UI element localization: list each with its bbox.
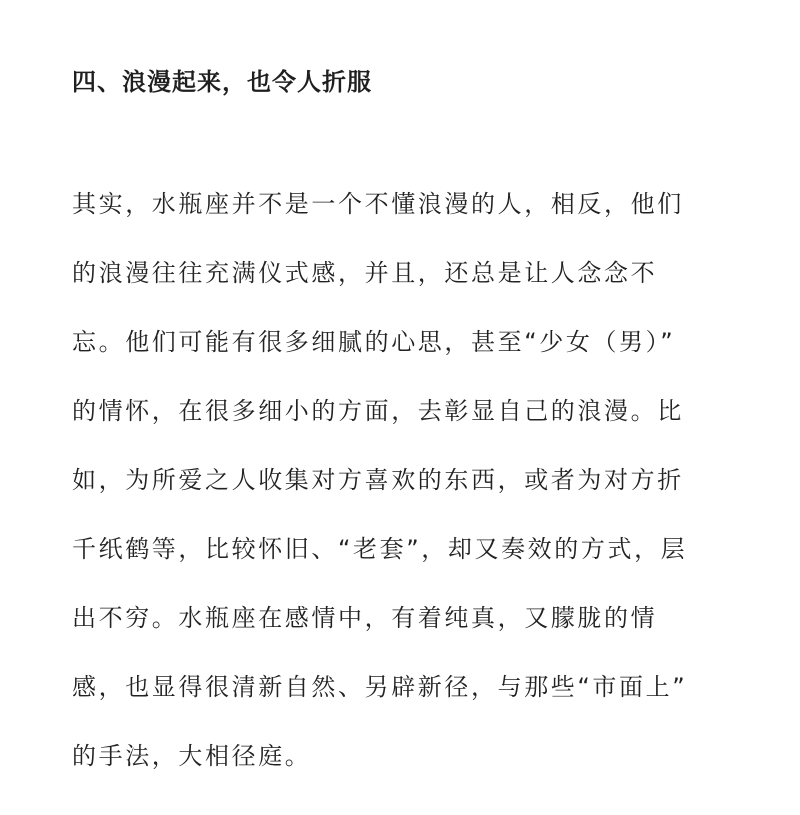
body-line: 出不穷。水瓶座在感情中，有着纯真，又朦胧的情 <box>72 604 658 632</box>
body-line: 的浪漫往往充满仪式感，并且，还总是让人念念不 <box>72 259 658 287</box>
body-line: 忘。他们可能有很多细腻的心思，甚至“少女（男）” <box>72 328 676 356</box>
body-line: 的情怀，在很多细小的方面，去彰显自己的浪漫。比 <box>72 397 684 425</box>
body-line: 其实，水瓶座并不是一个不懂浪漫的人，相反，他们 <box>72 190 684 218</box>
section-heading: 四、浪漫起来，也令人折服 <box>72 68 372 96</box>
article-body <box>72 182 732 803</box>
body-line: 如，为所爱之人收集对方喜欢的东西，或者为对方折 <box>72 466 684 494</box>
body-line: 感，也显得很清新自然、另辟新径，与那些“市面上” <box>72 673 688 701</box>
body-line: 千纸鹤等，比较怀旧、“老套”，却又奏效的方式，层 <box>72 535 688 563</box>
body-line: 的手法，大相径庭。 <box>72 742 312 770</box>
